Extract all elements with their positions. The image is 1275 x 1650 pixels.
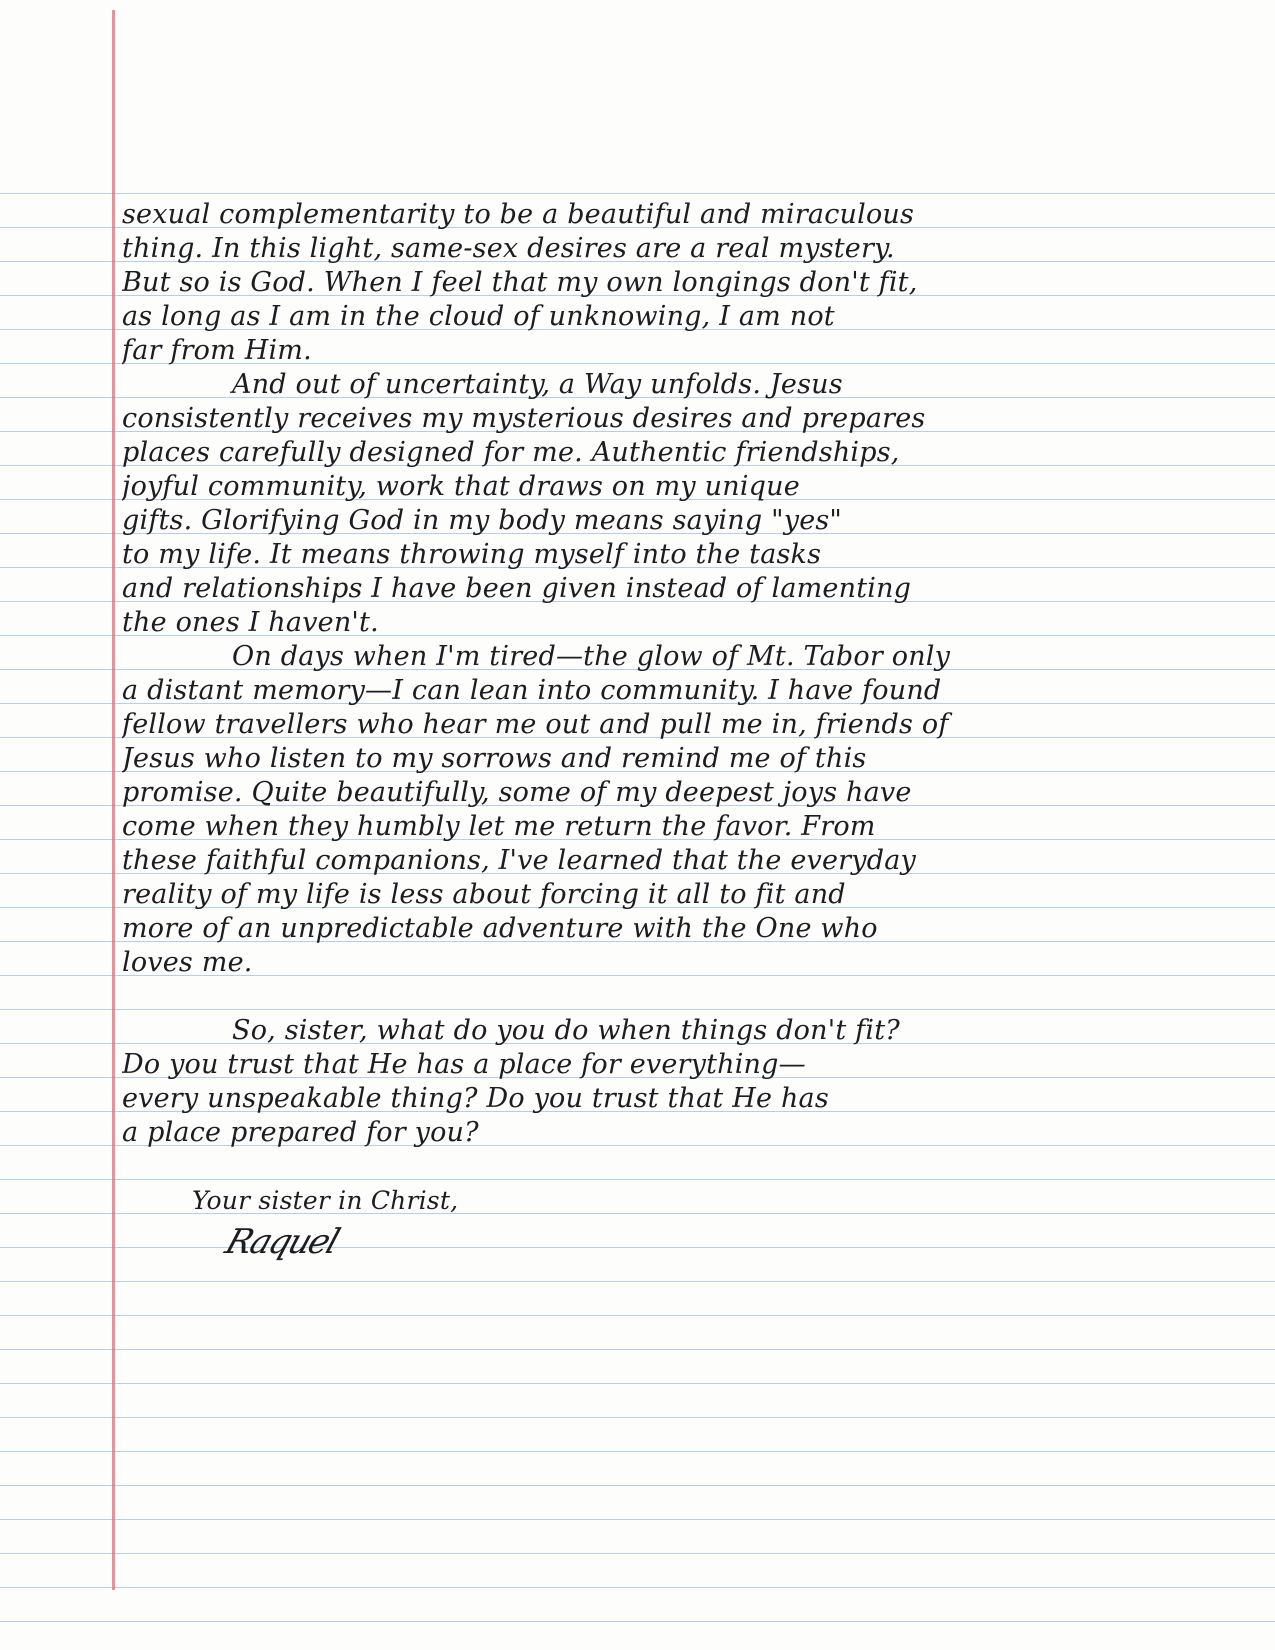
text-line: gifts. Glorifying God in my body means saying "yes" (122, 505, 843, 536)
text-line: as long as I am in the cloud of unknowing, I am not (122, 301, 835, 332)
text-line: Do you trust that He has a place for everything— (122, 1049, 806, 1080)
text-line: more of an unpredictable adventure with the One who (122, 913, 878, 944)
text-line: come when they humbly let me return the favor. From (122, 811, 876, 842)
blank-line (122, 980, 1112, 1014)
text-line: And out of uncertainty, a Way unfolds. Jesus (232, 369, 843, 400)
text-line: these faithful companions, I've learned that the everyday (122, 845, 916, 876)
text-line: loves me. (122, 947, 253, 978)
text-line: a distant memory—I can lean into community. I have found (122, 675, 942, 706)
paragraph-2 (122, 368, 1112, 640)
text-line: But so is God. When I feel that my own longings don't fit, (122, 267, 918, 298)
text-line: the ones I haven't. (122, 607, 379, 638)
text-line: a place prepared for you? (122, 1117, 479, 1148)
text-line: consistently receives my mysterious desires and prepares (122, 403, 926, 434)
paragraph-3 (122, 640, 1112, 980)
text-line: promise. Quite beautifully, some of my deepest joys have (122, 777, 912, 808)
text-line: Jesus who listen to my sorrows and remind me of this (122, 743, 867, 774)
signature: Raquel (220, 1222, 343, 1262)
text-line: thing. In this light, same-sex desires are a real mystery. (122, 233, 895, 264)
text-line: On days when I'm tired—the glow of Mt. Tabor only (232, 641, 951, 672)
text-line: every unspeakable thing? Do you trust that He has (122, 1083, 829, 1114)
paragraph-1 (122, 198, 1112, 368)
text-line: sexual complementarity to be a beautiful and miraculous (122, 199, 915, 230)
margin-line (112, 10, 115, 1590)
text-line: to my life. It means throwing myself into the tasks (122, 539, 822, 570)
blank-line (122, 1150, 1112, 1184)
text-line: So, sister, what do you do when things don't fit? (232, 1015, 900, 1046)
handwritten-letter (122, 198, 1112, 1266)
header-blank-area (0, 0, 1275, 190)
text-line: joyful community, work that draws on my unique (122, 471, 800, 502)
text-line: fellow travellers who hear me out and pull me in, friends of (122, 709, 949, 740)
text-line: places carefully designed for me. Authentic friendships, (122, 437, 900, 468)
closing-salutation: Your sister in Christ, (192, 1186, 459, 1215)
text-line: reality of my life is less about forcing it all to fit and (122, 879, 846, 910)
paragraph-4 (122, 1014, 1112, 1150)
text-line: and relationships I have been given instead of lamenting (122, 573, 912, 604)
text-line: far from Him. (122, 335, 312, 366)
